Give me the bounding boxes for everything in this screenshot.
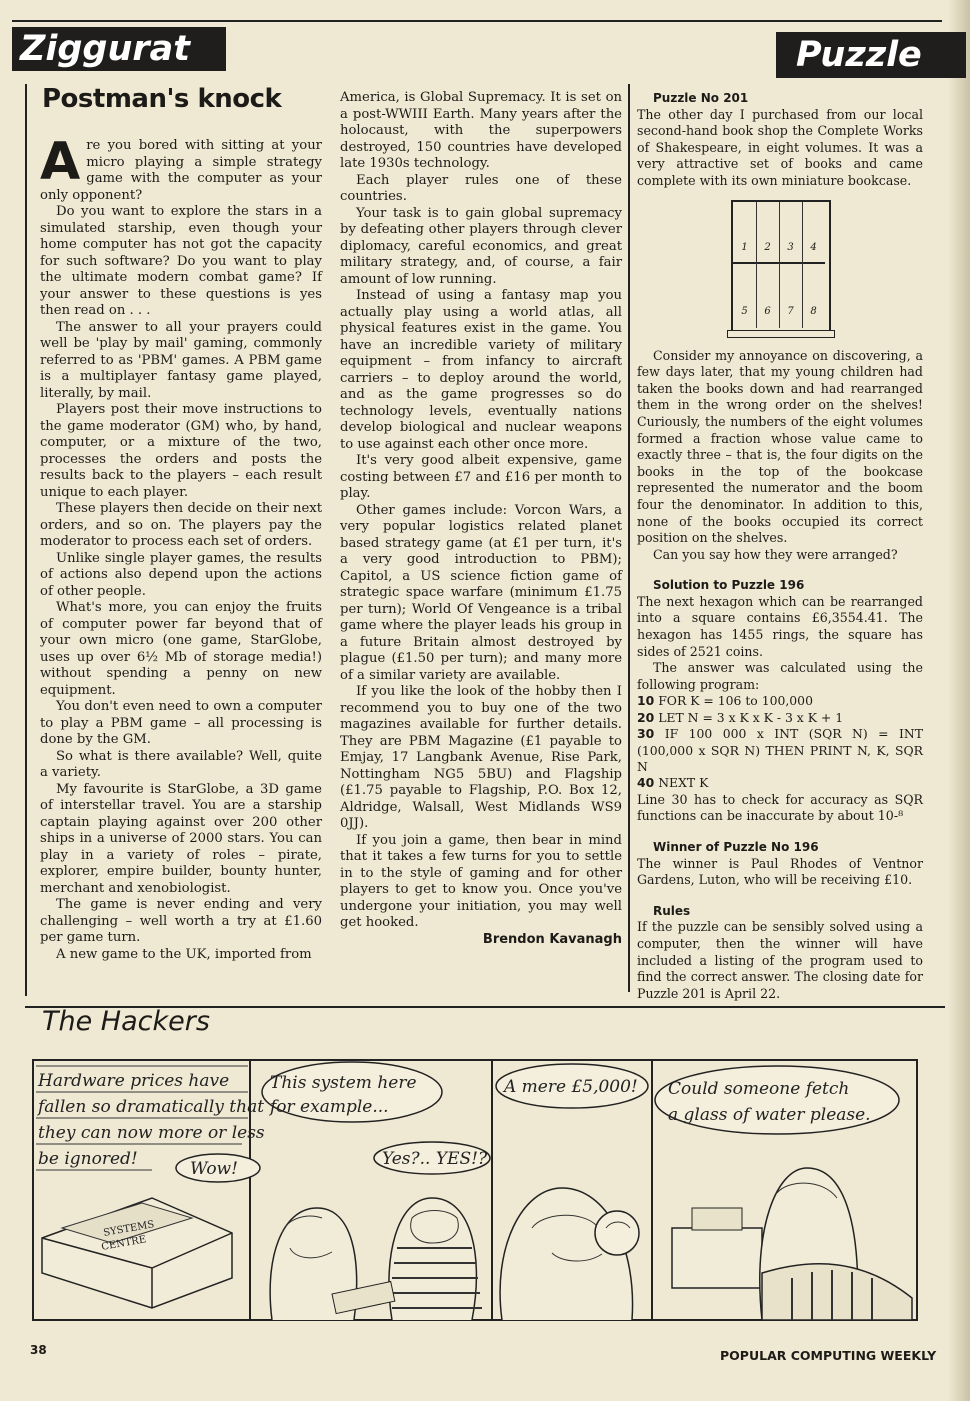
speech-text: a glass of water please. <box>668 1105 871 1125</box>
article-para: So what is there available? Well, quite a variety. <box>40 748 322 780</box>
article-para: Do you want to explore the stars in a simulated starship, even though your home computer has not got the capacity for such software? Do you want to play the ultimate modern combat game? If your answer to these questions is yes then read on . . . <box>40 204 322 318</box>
character-boy-collapsed <box>762 1264 912 1320</box>
drop-cap: A <box>40 132 81 192</box>
caption-line: they can now more or less <box>38 1123 265 1143</box>
box-label: SYSTEMS <box>102 1219 156 1239</box>
article-para: Other games include: Vorcon Wars, a very popular logistics related planet based strategy game (at £1 per turn, it's a very good introduction to PBM); Capitol, a US science fiction game of strategic space warfare (minimum £1.75 per turn); World Of Vengeance is a tribal game where the player leads his group in a future Britain almost destroyed by plague (£1.50 per turn); and many more of a similar variety are available. <box>340 502 622 683</box>
article-para: If you like the look of the hobby then I recommend you to buy one of the two magazines available for further details. They are PBM Magazine (£1 payable to Emjay, 17 Langbank Avenue, Rise Park, Nottingham NG5 5BU) and Flagship (£1.75 payable to Flagship, P.O. Box 12, Aldridge, Walsall, West Midlands WS9 0JJ). <box>340 684 622 831</box>
article-para: If you join a game, then bear in mind that it takes a few turns for you to settle in to the style of gaming and for other players to get to know you. Once you've undergone your initiation, you may well get hooked. <box>340 832 622 930</box>
magazine-footer: POPULAR COMPUTING WEEKLY <box>720 1348 937 1363</box>
page-spine-shadow <box>948 0 970 1401</box>
solution-title: Solution to Puzzle 196 <box>653 578 805 593</box>
bookcase-diagram <box>731 200 829 338</box>
program-note: Line 30 has to check for accuracy as SQR functions can be inaccurate by about 10-⁸ <box>637 791 923 824</box>
article-byline: Brendon Kavanagh <box>482 931 622 947</box>
speech-text: Could someone fetch <box>668 1079 850 1099</box>
page-number: 38 <box>30 1343 47 1357</box>
solution-text: The next hexagon which can be rearranged into a square contains £6,3554.41. The hexagon has 1455 rings, the square has sides of 2521 coins. <box>637 593 923 659</box>
caption-line: fallen so dramatically that <box>38 1097 265 1117</box>
puzzle-intro: The other day I purchased from our local second-hand book shop the Complete Works of Shakespeare, in eight volumes. It was a very attractive set of books and came complete with its own miniature bookcase. <box>637 106 923 188</box>
rules-title: Rules <box>653 903 691 918</box>
book-number: 2 <box>764 241 771 253</box>
rules-text: If the puzzle can be sensibly solved using a computer, then the winner will have included a listing of the program used to find the correct answer. The closing date for Puzzle 201 is April 22. <box>637 919 923 1001</box>
program-line: 20 LET N = 3 x K x K - 3 x K + 1 <box>637 709 844 725</box>
speech-text: This system here <box>270 1073 417 1093</box>
book-number: 3 <box>787 241 794 253</box>
article-column-1 <box>40 132 322 963</box>
book-number: 7 <box>787 305 794 317</box>
article-para: Unlike single player games, the results of actions also depend upon the actions of other people. <box>40 550 322 599</box>
speech-text: for example... <box>270 1097 389 1117</box>
puzzle-body: Consider my annoyance on discovering, a few days later, that my young children had taken the books down and had rearranged them in the wrong order on the shelves! Curiously, the numbers of the eight volumes formed a fraction whose value came to exactly three – that is, the four digits on the books in the top of the bookcase represented the numerator and the boom four the denominator. In addition to this, none of the books occupied its correct position on the shelves. <box>637 347 923 546</box>
speech-text: Yes?.. YES!? <box>382 1149 488 1169</box>
article-para: The game is never ending and very challenging – well worth a try at £1.60 per game turn. <box>40 897 322 945</box>
article-para: America, is Global Supremacy. It is set on a post-WWIII Earth. Many years after the holocaust, with the superpowers destroyed, 150 countries have developed late 1930s technology. <box>340 90 622 171</box>
article-para: Instead of using a fantasy map you actually play using a world atlas, all physical features exist in the game. You have an incredible variety of military equipment – from infancy to aircraft carriers – to deploy around the world, and as the game progresses so do technology levels, eventually nations develop biological and nuclear weapons to use against each other once more. <box>340 288 622 452</box>
column-divider <box>628 84 630 992</box>
caption-line: Hardware prices have <box>38 1071 230 1091</box>
section-banner-ziggurat: Ziggurat <box>12 27 226 71</box>
article-para: A new game to the UK, imported from <box>56 946 312 962</box>
panel-4 <box>655 1066 912 1320</box>
article-para: My favourite is StarGlobe, a 3D game of interstellar travel. You are a starship captain playing against over 200 other ships in a universe of 2000 stars. You can play in a variety of roles – pirate, explorer, empire builder, bounty hunter, merchant and xenobiologist. <box>40 781 322 896</box>
article-para: What's more, you can enjoy the fruits of computer power far beyond that of your own micro (one game, StarGlobe, uses up over 6½ Mb of storage media!) without spending a penny on new equipment. <box>40 600 322 698</box>
book-number: 6 <box>764 305 771 317</box>
section-banner-puzzle: Puzzle <box>776 32 966 78</box>
speech-text: A mere £5,000! <box>504 1077 638 1097</box>
computer-terminal <box>672 1228 762 1288</box>
book-number: 5 <box>741 305 748 317</box>
box-label: CENTRE <box>100 1234 148 1253</box>
article-para: It's very good albeit expensive, game costing between £7 and £16 per month to play. <box>340 453 622 501</box>
article-para: You don't even need to own a computer to play a PBM game – all processing is done by the GM. <box>40 699 322 747</box>
article-column-2 <box>340 90 622 948</box>
article-para: Are you bored with sitting at your micro playing a simple strategy game with the computer as your only opponent? <box>40 132 322 203</box>
character-boy <box>389 1198 476 1320</box>
book-number: 4 <box>810 241 817 253</box>
comic-strip <box>32 1058 918 1322</box>
puzzle-column <box>637 90 923 1002</box>
wow-text: Wow! <box>190 1159 238 1179</box>
article-headline: Postman's knock <box>42 84 282 114</box>
article-para: Players post their move instructions to the game moderator (GM) who, by hand, computer, or a mixture of the two, processes the orders and posts the results back to the players – each result unique to each player. <box>40 402 322 500</box>
puzzle-question: Can you say how they were arranged? <box>653 546 898 562</box>
panel-3 <box>496 1064 648 1320</box>
winner-title: Winner of Puzzle No 196 <box>653 840 819 855</box>
frame-left-rule <box>25 84 27 996</box>
comic-title: The Hackers <box>42 1006 210 1037</box>
top-rule <box>12 20 942 22</box>
caption-line: be ignored! <box>38 1149 138 1169</box>
article-para: Each player rules one of these countries. <box>340 172 622 204</box>
panel-2 <box>262 1062 490 1320</box>
program-line: 10 FOR K = 106 to 100,000 <box>637 693 813 709</box>
winner-text: The winner is Paul Rhodes of Ventnor Gardens, Luton, who will be receiving £10. <box>637 855 923 888</box>
solution-text-2: The answer was calculated using the following program: <box>637 660 923 692</box>
book-number: 8 <box>810 305 817 317</box>
article-para: The answer to all your prayers could well be 'play by mail' gaming, commonly referred to as 'PBM' games. A PBM game is a multiplayer fantasy game played, literally, by mail. <box>40 319 322 401</box>
program-line: 30 IF 100 000 x INT (SQR N) = INT (100,000 x SQR N) THEN PRINT N, K, SQR N <box>637 726 923 775</box>
panel-1 <box>36 1066 265 1308</box>
book-number: 1 <box>741 241 748 253</box>
puzzle-title: Puzzle No 201 <box>653 91 749 105</box>
article-para: These players then decide on their next orders, and so on. The players pay the moderator to process each set of orders. <box>40 501 322 549</box>
program-line: 40 NEXT K <box>637 775 709 791</box>
article-para: Your task is to gain global supremacy by defeating other players through clever diplomacy, careful economics, and great military strategy, and, of course, a fair amount of low running. <box>340 205 622 287</box>
